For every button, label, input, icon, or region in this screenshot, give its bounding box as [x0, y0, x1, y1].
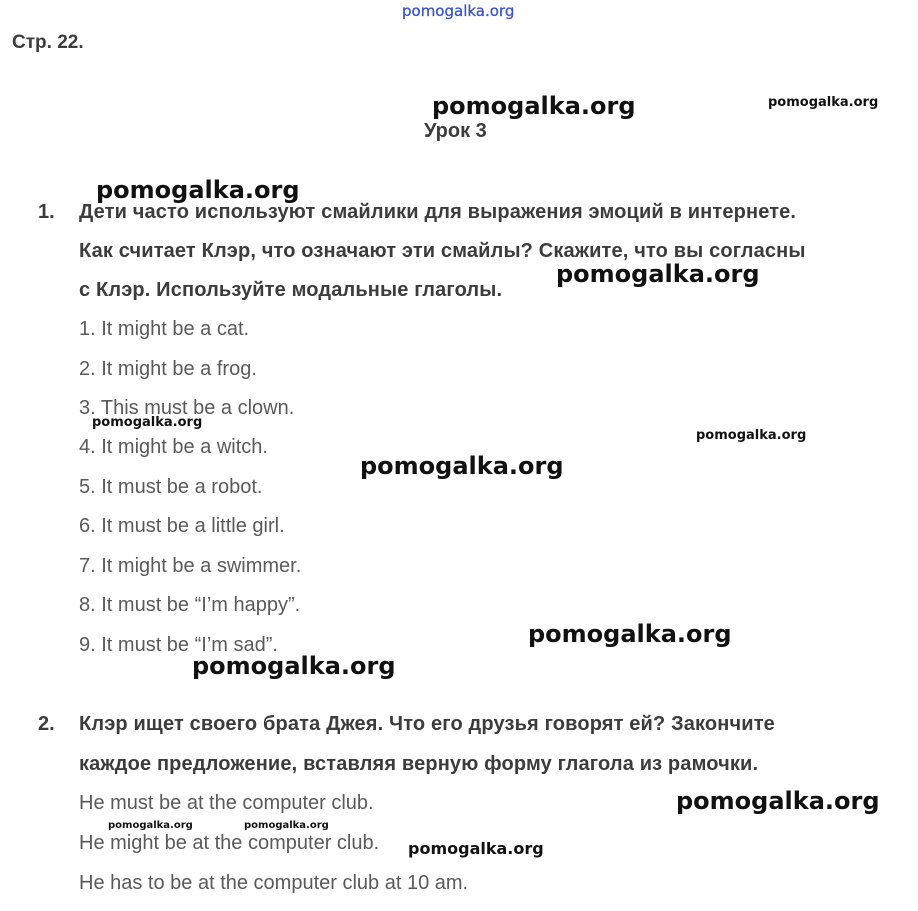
watermark: pomogalka.org	[96, 176, 300, 204]
exercise-1-instruction-line: Дети часто используют смайлики для выражения эмоций в интернете.	[79, 201, 797, 223]
watermark: pomogalka.org	[556, 260, 760, 288]
exercise-1-answer: 1. It might be a cat.	[79, 318, 250, 340]
watermark: pomogalka.org	[108, 820, 193, 831]
exercise-2-answer: He might be at the computer club.	[79, 832, 380, 854]
exercise-1-answer: 2. It might be a frog.	[79, 358, 257, 380]
watermark: pomogalka.org	[92, 415, 203, 430]
exercise-1-instruction-line: Как считает Клэр, что означают эти смайлы? Скажите, что вы согласны	[79, 240, 806, 262]
exercise-1-answer: 7. It might be a swimmer.	[79, 555, 302, 577]
watermark: pomogalka.org	[192, 652, 396, 680]
watermark: pomogalka.org	[408, 839, 544, 858]
exercise-2-instruction-line: Клэр ищет своего брата Джея. Что его друзья говорят ей? Закончите	[79, 713, 775, 735]
exercise-1-answer: 5. It must be a robot.	[79, 476, 263, 498]
watermark: pomogalka.org	[244, 820, 329, 831]
exercise-2-number: 2.	[38, 713, 55, 735]
watermark: pomogalka.org	[676, 787, 880, 815]
watermark-top: pomogalka.org	[402, 2, 515, 20]
watermark: pomogalka.org	[528, 620, 732, 648]
exercise-1-answer: 8. It must be “I’m happy”.	[79, 594, 301, 616]
watermark: pomogalka.org	[360, 452, 564, 480]
exercise-2-instruction-line: каждое предложение, вставляя верную форму глагола из рамочки.	[79, 753, 759, 775]
watermark: pomogalka.org	[768, 95, 879, 110]
exercise-1-answer: 9. It must be “I’m sad”.	[79, 634, 278, 656]
exercise-2-answer: He must be at the computer club.	[79, 792, 374, 814]
exercise-1-answer: 6. It must be a little girl.	[79, 515, 285, 537]
watermark: pomogalka.org	[696, 428, 807, 443]
exercise-1-number: 1.	[38, 201, 55, 223]
exercise-1-instruction-line: с Клэр. Используйте модальные глаголы.	[79, 279, 503, 301]
page-reference: Стр. 22.	[12, 32, 84, 53]
lesson-title: Урок 3	[424, 120, 487, 142]
exercise-1-answer: 4. It might be a witch.	[79, 436, 268, 458]
watermark: pomogalka.org	[432, 92, 636, 120]
exercise-1-answer: 3. This must be a clown.	[79, 397, 295, 419]
exercise-2-answer: He has to be at the computer club at 10 am.	[79, 872, 469, 894]
